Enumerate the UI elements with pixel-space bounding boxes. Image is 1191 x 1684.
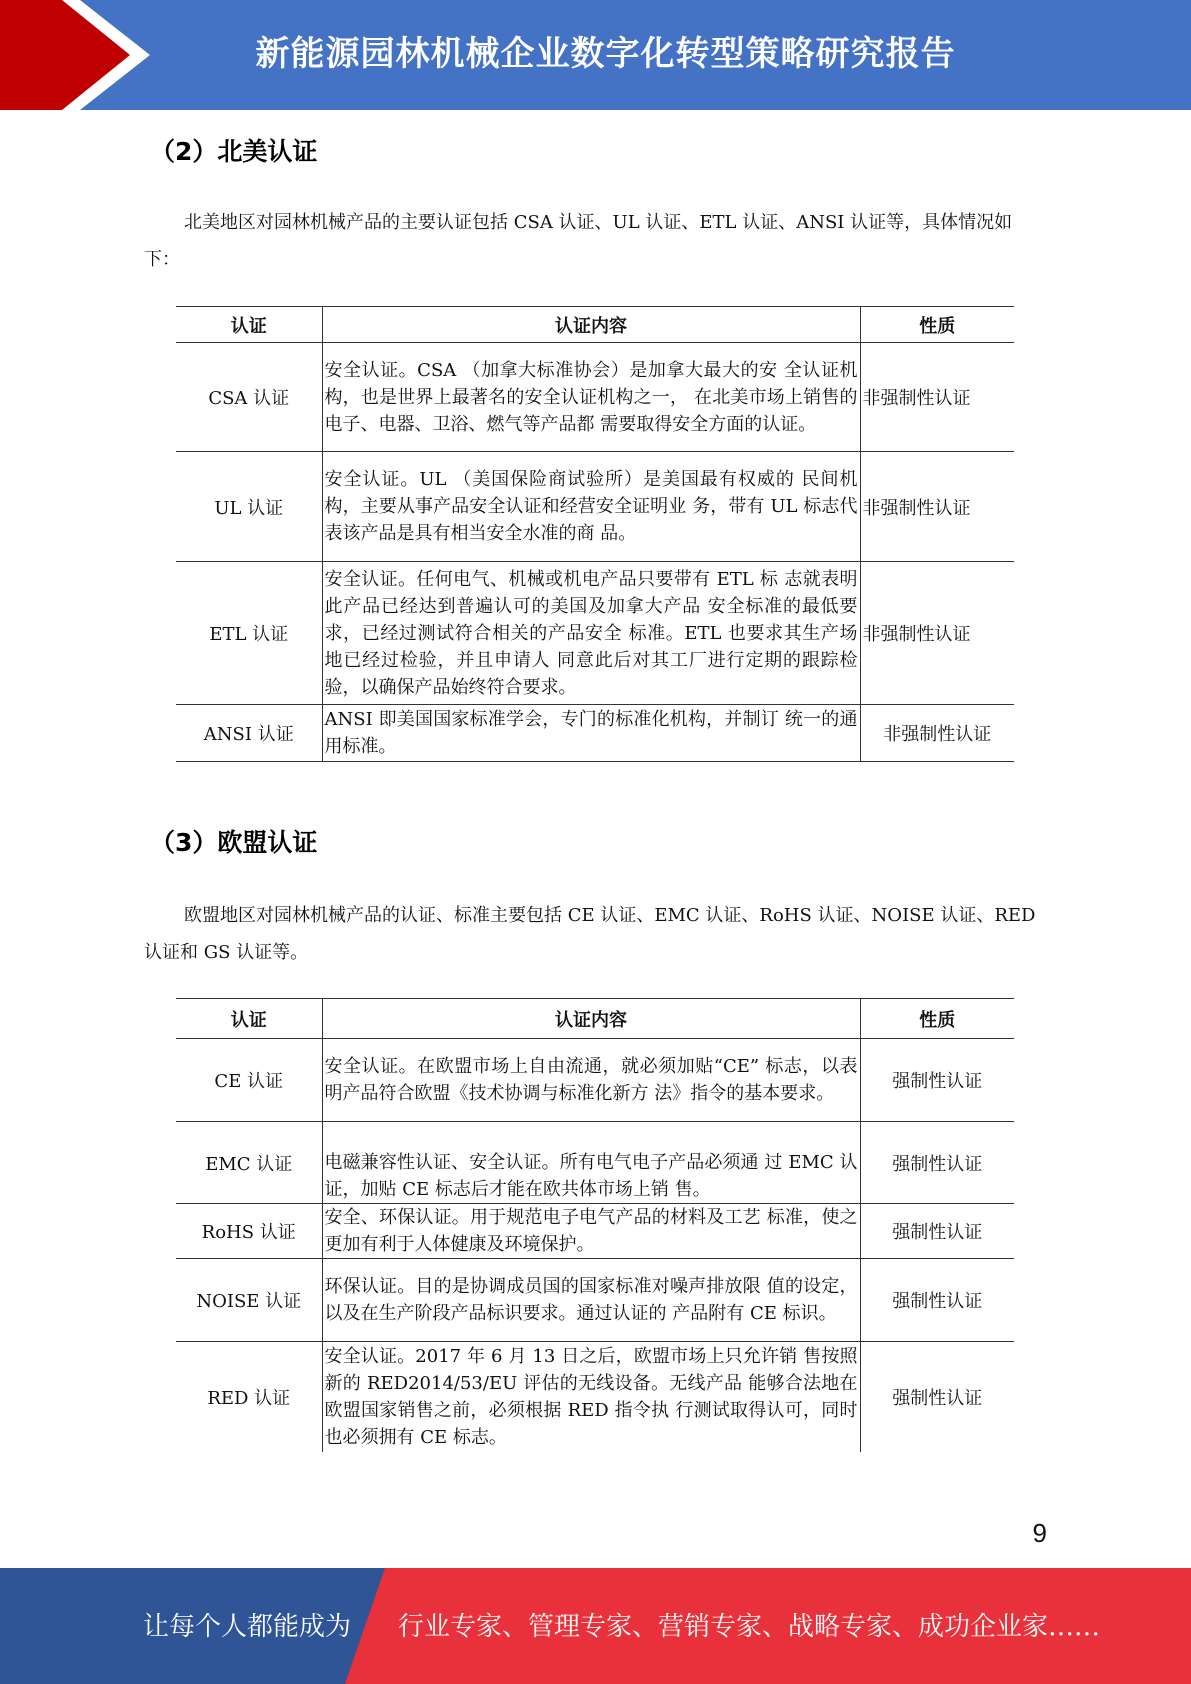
column-header-nature: 性质 (860, 999, 1014, 1039)
cert-name: CSA 认证 (176, 343, 322, 452)
cert-content: 安全认证。2017 年 6 月 13 日之后，欧盟市场上只允许销 售按照新的 RED2014/53/EU 评估的无线设备。无线产品 能够合法地在欧盟国家销售之前，必须根据 RED 指令执 行测试取得认可，同时也必须拥有 CE 标志。 (322, 1342, 860, 1452)
cert-nature: 非强制性认证 (860, 343, 1014, 452)
cert-name: RED 认证 (207, 1387, 291, 1409)
cert-nature: 强制性认证 (860, 1259, 1014, 1342)
table-row (176, 1259, 1014, 1342)
cert-name: ANSI 认证 (176, 705, 322, 762)
cert-name: CE 认证 (176, 1039, 322, 1122)
footer-slogan-right: 行业专家、管理专家、营销专家、战略专家、成功企业家…… (398, 1612, 1101, 1642)
eu-cert-table (176, 998, 1014, 1452)
north-america-cert-table (176, 306, 1014, 762)
column-header-cert: 认证 (176, 999, 322, 1039)
page-header (0, 0, 1191, 110)
column-header-cert: 认证 (176, 307, 322, 343)
cert-nature: 强制性认证 (892, 1387, 983, 1409)
section-intro-eu: 欧盟地区对园林机械产品的认证、标准主要包括 CE 认证、EMC 认证、RoHS 认证、NOISE 认证、RED 认证和 GS 认证等。 (144, 905, 1036, 963)
table-row (176, 1039, 1014, 1122)
cert-nature: 非强制性认证 (860, 705, 1014, 762)
cert-name: ETL 认证 (176, 562, 322, 705)
column-header-content: 认证内容 (322, 307, 860, 343)
cert-content: 安全认证。在欧盟市场上自由流通，就必须加贴“CE” 标志，以表明产品符合欧盟《技术协调与标准化新方 法》指令的基本要求。 (322, 1039, 860, 1122)
table-row (176, 452, 1014, 562)
cert-content: 安全认证。UL （美国保险商试验所）是美国最有权威的 民间机构，主要从事产品安全认证和经营安全证明业 务，带有 UL 标志代表该产品是具有相当安全水准的商 品。 (322, 452, 860, 562)
page-number: 9 (1032, 1518, 1047, 1548)
footer-slogan-left: 让每个人都能成为 (143, 1612, 352, 1642)
column-header-content: 认证内容 (322, 999, 860, 1039)
cert-name: RoHS 认证 (176, 1204, 322, 1259)
section-heading-north-america: （2）北美认证 (150, 137, 318, 166)
page-footer (0, 1568, 1191, 1684)
cert-nature: 强制性认证 (860, 1204, 1014, 1259)
cert-content: 安全认证。任何电气、机械或机电产品只要带有 ETL 标 志就表明此产品已经达到普遍认可的美国及加拿大产品 安全标准的最低要求，已经过测试符合相关的产品安全 标准。ETL 也要求其生产场地已经过检验，并且申请人 同意此后对其工厂进行定期的跟踪检验，以确保产品始终符合要求。 (322, 562, 860, 705)
cert-name: EMC 认证 (176, 1122, 322, 1204)
section-intro-north-america: 北美地区对园林机械产品的主要认证包括 CSA 认证、UL 认证、ETL 认证、ANSI 认证等，具体情况如下： (144, 212, 1013, 270)
cert-content: 电磁兼容性认证、安全认证。所有电气电子产品必须通 过 EMC 认证，加贴 CE 标志后才能在欧共体市场上销 售。 (322, 1122, 860, 1204)
table-row (176, 562, 1014, 705)
table-row (176, 343, 1014, 452)
cert-name: NOISE 认证 (176, 1259, 322, 1342)
cert-nature: 强制性认证 (860, 1039, 1014, 1122)
cert-content: 环保认证。目的是协调成员国的国家标准对噪声排放限 值的设定，以及在生产阶段产品标识要求。通过认证的 产品附有 CE 标识。 (322, 1259, 860, 1342)
cert-nature: 强制性认证 (860, 1122, 1014, 1204)
column-header-nature: 性质 (860, 307, 1014, 343)
header-title: 新能源园林机械企业数字化转型策略研究报告 (255, 34, 956, 74)
cert-nature: 非强制性认证 (860, 562, 1014, 705)
table-row (176, 1204, 1014, 1259)
table-row (176, 1122, 1014, 1204)
table-row (176, 705, 1014, 762)
table-header-row (176, 307, 1014, 343)
cert-content: 安全、环保认证。用于规范电子电气产品的材料及工艺 标准，使之更加有利于人体健康及环境保护。 (322, 1204, 860, 1259)
cert-name: UL 认证 (176, 452, 322, 562)
section-heading-eu: （3）欧盟认证 (150, 828, 318, 857)
table-header-row (176, 999, 1014, 1039)
cert-content: 安全认证。CSA （加拿大标准协会）是加拿大最大的安 全认证机构，也是世界上最著名的安全认证机构之一， 在北美市场上销售的电子、电器、卫浴、燃气等产品都 需要取得安全方面的认证。 (322, 343, 860, 452)
table-row (176, 1342, 1014, 1452)
cert-nature: 非强制性认证 (860, 452, 1014, 562)
cert-content: ANSI 即美国国家标准学会，专门的标准化机构，并制订 统一的通用标准。 (322, 705, 860, 762)
